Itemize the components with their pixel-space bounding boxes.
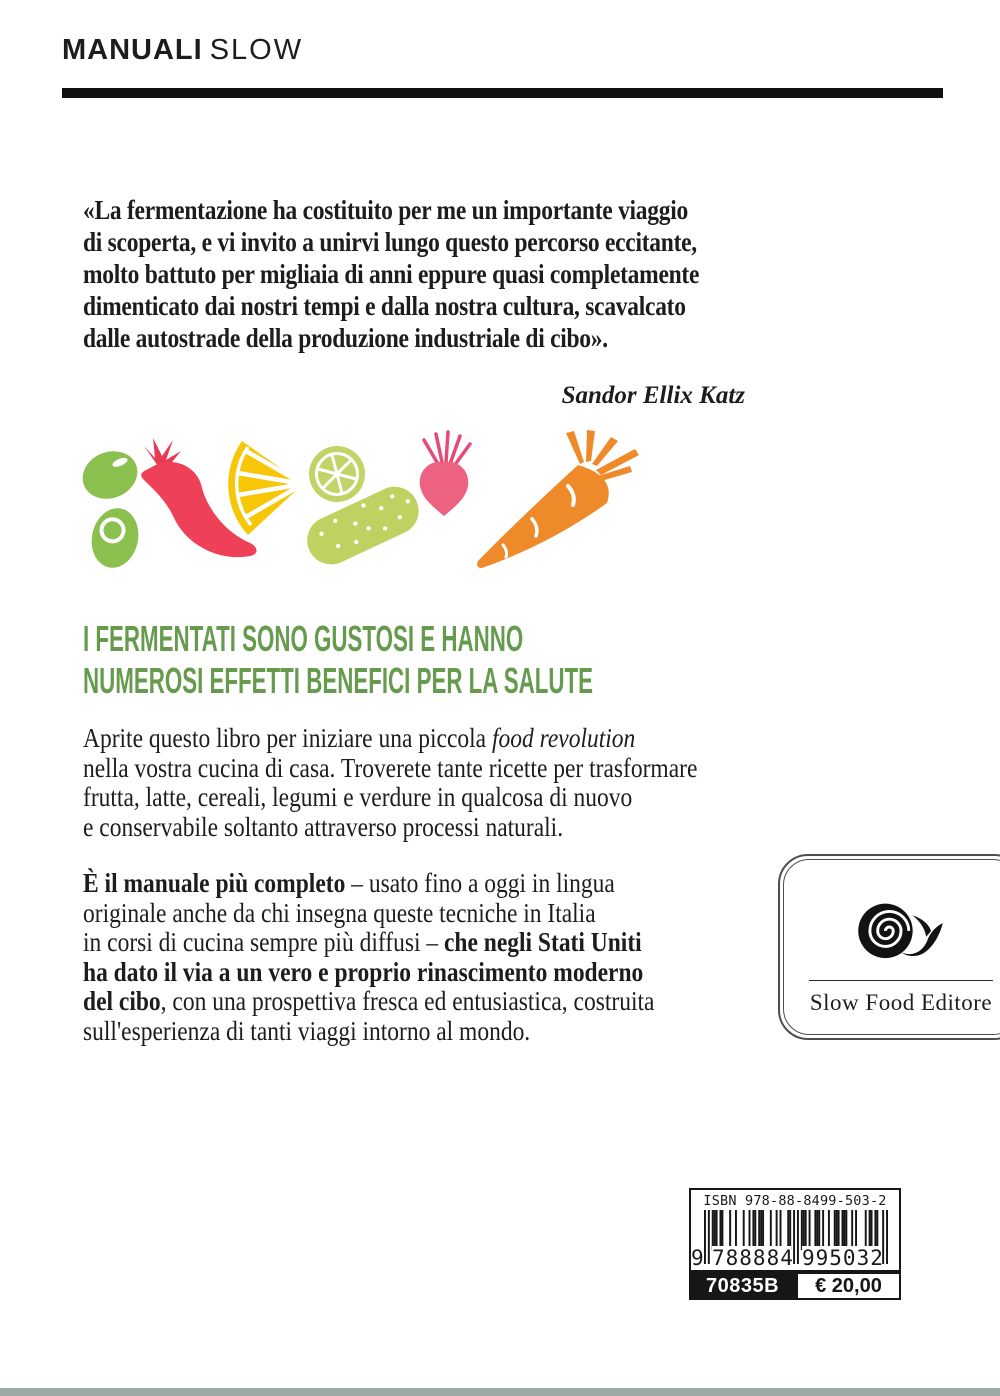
barcode-digit-left: 9 [691, 1246, 705, 1270]
radish-icon [420, 432, 470, 516]
vegetables-illustration [80, 426, 665, 578]
series-masthead [62, 34, 303, 67]
quote-attribution: Sandor Ellix Katz [561, 382, 745, 409]
barcode-digit-group-2: 995032 [802, 1246, 884, 1270]
barcode-digits [691, 1246, 899, 1269]
lime-slice-icon [309, 446, 365, 502]
barcode-panel [689, 1188, 901, 1272]
snail-icon [851, 892, 951, 962]
barcode-block [689, 1188, 901, 1297]
logo-divider [809, 980, 993, 981]
lemon-wedge-icon [228, 441, 303, 535]
series-name-light: SLOW [209, 34, 304, 66]
barcode-footer-row [689, 1272, 901, 1300]
green-olive-cross-section-icon [86, 504, 143, 572]
masthead-rule [62, 88, 943, 98]
body-paragraph-2: È il manuale più completo – usato fino a oggi in lingua originale anche da chi insegna queste tecniche in Italia in corsi di cucina sempre più diffusi – che negli Stati Uniti ha dato il via a un vero e proprio rinascimento moderno del cibo, con una prospettiva fresca ed entusiastica, costruita sull'esperienza di tanti viaggi intorno al mondo. [83, 868, 655, 1046]
edition-code: 70835B [689, 1272, 796, 1300]
barcode-digit-group-1: 788884 [712, 1246, 794, 1270]
green-olive-icon [80, 443, 145, 507]
back-cover-headline: I FERMENTATI SONO GUSTOSI E HANNO NUMEROSI EFFETTI BENEFICI PER LA SALUTE [83, 618, 594, 701]
cover-quote: «La fermentazione ha costituito per me un importante viaggio di scoperta, e vi invito a unirvi lungo questo percorso eccitante, molto battuto per migliaia di anni eppure quasi completamente dimenticato dai nostri tempi e dalla nostra cultura, scavalcato dalle autostrade della produzione industriale di cibo». [83, 195, 700, 353]
footer-color-strip [0, 1388, 1000, 1396]
publisher-logo-inner-frame [783, 859, 1000, 1035]
isbn-label: ISBN 978-88-8499-503-2 [703, 1193, 887, 1209]
publisher-name: Slow Food Editore [809, 990, 993, 1015]
price: € 20,00 [796, 1272, 901, 1300]
series-name-bold: MANUALI [62, 34, 203, 66]
body-paragraph-1: Aprite questo libro per iniziare una piccola food revolution nella vostra cucina di casa. Troverete tante ricette per trasformare frutta, latte, cereali, legumi e verdure in qualcosa di nuovo e conservabile soltanto attraverso processi naturali. [83, 723, 698, 842]
carrot-icon [477, 430, 639, 568]
publisher-logo-box [778, 854, 1000, 1040]
